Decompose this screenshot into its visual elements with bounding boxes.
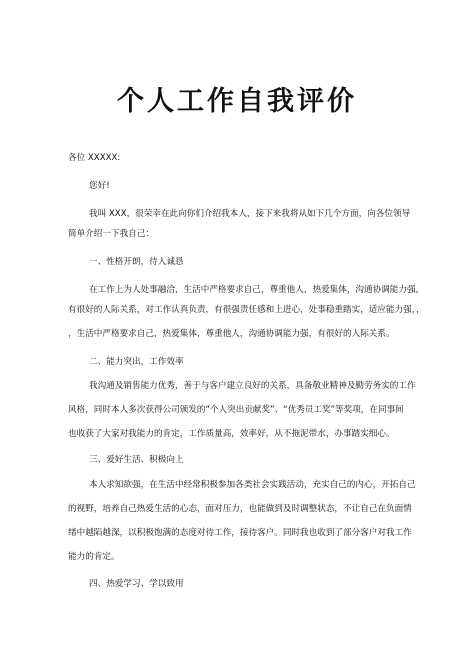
section-1-line-3: ，生活中严格要求自己，热爱集体，尊重他人，沟通协调能力强，有很好的人际关系。 [68,329,395,339]
section-1-heading: 一、性格开朗，待人诚恳 [89,257,184,267]
section-2-line-1: 我沟通及销售能力优秀，善于与客户建立良好的关系，具备敬业精神及勤劳务实的工作 [89,381,416,391]
section-3-line-1: 本人求知欲强，在生活中经常积极参加各类社会实践活动，充实自己的内心，开拓自己 [89,480,416,490]
document-title: 个人工作自我评价 [117,86,357,117]
section-3-line-2: 的视野，培养自己热爱生活的心态，面对压力，也能做到及时调整状态，不让自己在负面情 [68,504,412,514]
intro-line-1: 我叫 XXX，很荣幸在此向你们介绍我本人，接下来我将从如下几个方面，向各位领导 [89,209,411,219]
section-2-line-3: 也收获了大家对我能力的肯定，工作质量高，效率好，从不拖泥带水，办事踏实细心。 [68,429,395,439]
section-3-line-3: 绪中越陷越深，以积极饱满的态度对待工作，接待客户。同时我也收到了部分客户对我工作 [68,528,412,538]
section-4-heading: 四、热爱学习、学以致用 [89,579,184,589]
salutation: 各位 XXXXX: [68,153,121,163]
section-3-heading: 三、爱好生活、积极向上 [89,455,184,465]
intro-line-2: 简单介绍一下我自己： [68,229,154,239]
section-2-heading: 二、能力突出，工作效率 [89,357,184,367]
section-2-line-2: 风格，同时本人多次获得公司颁发的“个人突出贡献奖”、“优秀员工奖”等奖项，在同事间 [68,405,404,415]
section-1-line-2: 有很好的人际关系，对工作认真负责，有很强责任感和上进心，处事稳重踏实，适应能力强，， [68,305,425,315]
greeting: 您好! [89,181,110,191]
section-1-line-1: 在工作上为人处事融洽，生活中严格要求自己，尊重他人，热爱集体，沟通协调能力强， [89,285,425,295]
section-3-line-4: 能力的肯定。 [68,552,120,562]
